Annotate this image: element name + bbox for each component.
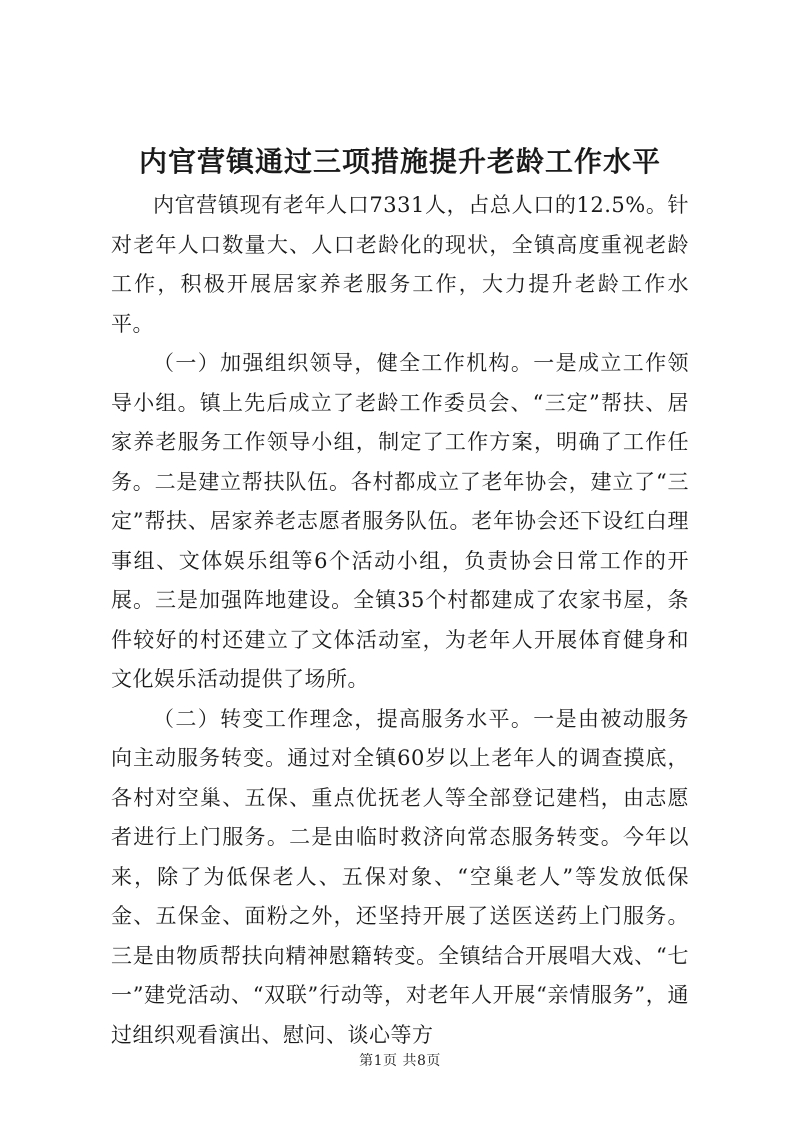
document-body <box>111 186 689 1055</box>
paragraph-section-1: （一）加强组织领导，健全工作机构。一是成立工作领导小组。镇上先后成立了老龄工作委员会、“三定”帮扶、居家养老服务工作领导小组，制定了工作方案，明确了工作任务。二是建立帮扶队伍。各村都成立了老年协会，建立了“三定”帮扶、居家养老志愿者服务队伍。老年协会还下设红白理事组、文体娱乐组等6个活动小组，负责协会日常工作的开展。三是加强阵地建设。全镇35个村都建成了农家书屋，条件较好的村还建立了文体活动室，为老年人开展体育健身和文化娱乐活动提供了场所。 <box>111 351 689 691</box>
paragraph-section-2: （二）转变工作理念，提高服务水平。一是由被动服务向主动服务转变。通过对全镇60岁以上老年人的调查摸底，各村对空巢、五保、重点优抚老人等全部登记建档，由志愿者进行上门服务。二是由临时救济向常态服务转变。今年以来，除了为低保老人、五保对象、“空巢老人”等发放低保金、五保金、面粉之外，还坚持开展了送医送药上门服务。三是由物质帮扶向精神慰籍转变。全镇结合开展唱大戏、“七一”建党活动、“双联”行动等，对老年人开展“亲情服务”，通过组织观看演出、慰问、谈心等方 <box>111 706 689 1047</box>
page-title: 内官营镇通过三项措施提升老龄工作水平 <box>138 145 661 178</box>
page-number-footer: 第1页 共8页 <box>359 1053 441 1069</box>
paragraph-intro: 内官营镇现有老年人口7331人，占总人口的12.5%。针对老年人口数量大、人口老龄化的现状，全镇高度重视老龄工作，积极开展居家养老服务工作，大力提升老龄工作水平。 <box>111 193 689 336</box>
